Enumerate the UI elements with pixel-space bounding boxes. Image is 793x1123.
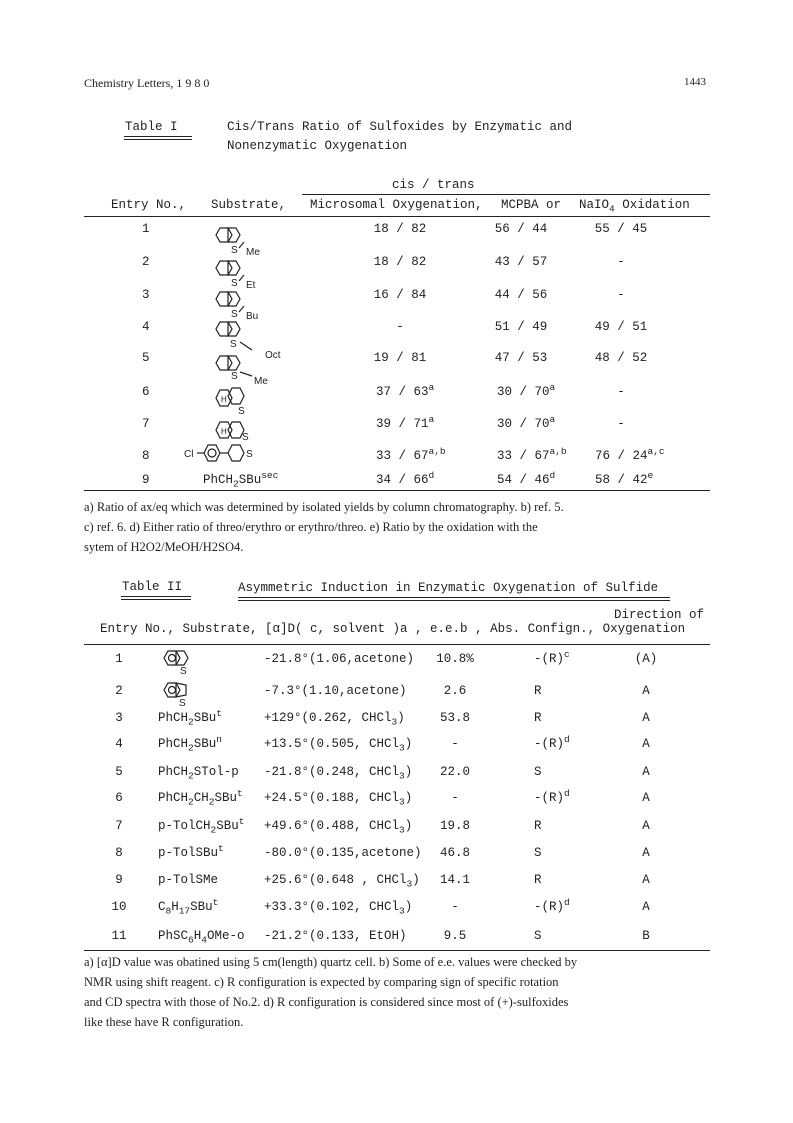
t2-substrate: p-TolSBu$^t$ xyxy=(158,842,224,860)
t2-rotation: +129°(0.262, CHCl$_3$) xyxy=(264,711,405,728)
t2-entry: 8 xyxy=(115,846,123,860)
svg-text:S: S xyxy=(180,666,187,677)
t2-substrate: $PhCH_2CH_2SBu^t$ xyxy=(158,787,243,808)
t2-rotation: -21.8°(0.248, CHCl$_3$) xyxy=(264,765,413,782)
chlorophenyl-thiane-structure xyxy=(184,441,274,465)
t1-micro: 37 / 63$^a$ xyxy=(376,381,435,399)
t2-direction: A xyxy=(642,846,650,860)
svg-text:Et: Et xyxy=(246,280,256,291)
table1-title-line2: Nonenzymatic Oxygenation xyxy=(227,139,408,153)
t2-rotation: -21.2°(0.133, EtOH) xyxy=(264,929,407,943)
t2-entry: 3 xyxy=(115,711,123,725)
thiochroman-me2-structure xyxy=(212,354,282,386)
t2-entry: 7 xyxy=(115,819,123,833)
svg-text:Bu: Bu xyxy=(246,311,259,322)
svg-text:S: S xyxy=(246,449,253,460)
t2-entry: 4 xyxy=(115,737,123,751)
t2-rotation: +25.6°(0.648 , CHCl$_3$) xyxy=(264,873,420,890)
svg-text:S: S xyxy=(238,406,245,417)
t2-rotation: +49.6°(0.488, CHCl$_3$) xyxy=(264,819,413,836)
t2-rotation: +24.5°(0.188, CHCl$_3$) xyxy=(264,791,413,808)
t1-naio: 76 / 24$^{a,c}$ xyxy=(595,445,665,463)
t1-mcpba: 30 / 70$^a$ xyxy=(497,381,556,399)
t1-naio: 55 / 45 xyxy=(594,222,648,236)
t2-substrate: PhCH$_2$SBu$^t$ xyxy=(158,707,222,728)
t2-rotation: +13.5°(0.505, CHCl$_3$) xyxy=(264,737,413,754)
t1-naio: 48 / 52 xyxy=(594,351,648,365)
t2-direction: A xyxy=(642,873,650,887)
table1-span-rule xyxy=(302,194,710,195)
t2-rotation: -80.0°(0.135,acetone) xyxy=(264,846,422,860)
svg-text:Oct: Oct xyxy=(265,350,281,361)
t1-mcpba: 43 / 57 xyxy=(494,255,548,269)
svg-text:Me: Me xyxy=(246,247,260,258)
t1-mcpba: 54 / 46$^d$ xyxy=(497,469,556,487)
table1-footnote-1: a) Ratio of ax/eq which was determined by isolated yields by column chromatography. b) ref. 5. xyxy=(84,500,564,514)
svg-text:Cl: Cl xyxy=(184,449,194,460)
t2-ee: 19.8 xyxy=(439,819,470,833)
t2-ee: 10.8% xyxy=(436,652,474,666)
t2-ee: - xyxy=(451,791,459,805)
t1-entry: 8 xyxy=(142,449,150,463)
t1-naio: 49 / 51 xyxy=(594,320,648,334)
t2-ee: 14.1 xyxy=(439,873,470,887)
t2-abs-config: $-(R)^d$ xyxy=(534,787,570,805)
t1-mcpba: 47 / 53 xyxy=(494,351,548,365)
table1-col-entry: Entry No., xyxy=(111,198,187,212)
page-number: 1443 xyxy=(684,76,706,88)
t2-direction: A xyxy=(642,711,650,725)
table2-header-rule xyxy=(84,644,710,645)
thiochroman-me-structure xyxy=(212,226,272,256)
t2-direction: (A) xyxy=(634,652,658,666)
t2-abs-config: R xyxy=(534,819,542,833)
t2-direction: A xyxy=(642,737,650,751)
thiochroman-bu-structure xyxy=(212,290,272,320)
t2-entry: 5 xyxy=(115,765,123,779)
t1-naio: 58 / 42e xyxy=(595,469,654,487)
table1-title-line1: Cis/Trans Ratio of Sulfoxides by Enzymatic and xyxy=(227,120,573,134)
t1-micro: 16 / 84 xyxy=(373,288,427,302)
t2-direction: B xyxy=(642,929,650,943)
svg-text:H: H xyxy=(221,395,227,404)
svg-text:Me: Me xyxy=(254,376,268,387)
t1-micro: 39 / 71$^a$ xyxy=(376,413,435,431)
t1-substrate-row9: PhCH$_2$SBu$^{sec}$ xyxy=(203,469,279,490)
t1-mcpba: 33 / 67$^{a,b}$ xyxy=(497,445,567,463)
t1-entry: 3 xyxy=(142,288,150,302)
journal-name: Chemistry Letters, 1 9 8 0 xyxy=(84,76,210,90)
svg-text:S: S xyxy=(231,309,238,320)
t1-entry: 6 xyxy=(142,385,150,399)
t2-substrate: PhCH$_2$SBu$^n$ xyxy=(158,733,222,754)
thiochroman-et-structure xyxy=(212,259,272,289)
t2-rotation: -21.8°(1.06,acetone) xyxy=(264,652,415,666)
t2-direction: A xyxy=(642,765,650,779)
t1-micro: 18 / 82 xyxy=(373,255,427,269)
t2-ee: 53.8 xyxy=(439,711,470,725)
t2-substrate: p-TolCH$_2$SBu$^t$ xyxy=(158,815,245,836)
table1-header-rule xyxy=(84,216,710,217)
t2-substrate: PhCH$_2$STol-p xyxy=(158,765,239,782)
t2-entry: 2 xyxy=(115,684,123,698)
t2-substrate: $PhSC_6H_4OMe-o$ xyxy=(158,929,245,946)
t2-abs-config: S xyxy=(534,846,542,860)
table1-footnote-3: sytem of H2O2/MeOH/H2SO4. xyxy=(84,540,244,554)
t1-mcpba: 56 / 44 xyxy=(494,222,548,236)
table2-footnote-4: like these have R configuration. xyxy=(84,1015,244,1029)
thiochroman-ring-structure xyxy=(160,649,210,675)
table2-header-line: Entry No., Substrate, [α]D( c, solvent )a , e.e.b , Abs. Confign., Oxygenation xyxy=(100,622,686,636)
table2-footnote-3: and CD spectra with those of No.2. d) R configuration is considered since most of (+)-sulfoxides xyxy=(84,995,569,1009)
svg-text:S: S xyxy=(231,278,238,289)
table2-label: Table II xyxy=(122,580,183,594)
t2-ee: 22.0 xyxy=(439,765,470,779)
t2-direction: A xyxy=(642,819,650,833)
t1-naio: - xyxy=(617,288,625,302)
t1-entry: 4 xyxy=(142,320,150,334)
decalin-thia-structure-1 xyxy=(214,386,264,418)
table2-title: Asymmetric Induction in Enzymatic Oxygenation of Sulfide xyxy=(238,581,659,595)
t1-micro: 34 / 66$^d$ xyxy=(376,469,435,487)
t2-abs-config: $-(R)^d$ xyxy=(534,896,570,914)
t1-micro: 18 / 82 xyxy=(373,222,427,236)
t1-mcpba: 44 / 56 xyxy=(494,288,548,302)
t1-micro: - xyxy=(396,320,404,334)
t1-naio: - xyxy=(617,255,625,269)
t1-entry: 1 xyxy=(142,222,150,236)
table1-span-header: cis / trans xyxy=(392,178,475,192)
svg-text:S: S xyxy=(242,432,249,443)
t1-entry: 5 xyxy=(142,351,150,365)
t2-abs-config: S xyxy=(534,929,542,943)
t2-direction: A xyxy=(642,684,650,698)
t2-ee: 9.5 xyxy=(443,929,467,943)
t2-entry: 11 xyxy=(111,929,127,943)
table2-bottom-rule xyxy=(84,950,710,951)
t2-abs-config: $-(R)^c$ xyxy=(534,648,570,666)
t1-mcpba: 30 / 70$^a$ xyxy=(497,413,556,431)
table2-title-underline xyxy=(238,597,670,601)
t2-entry: 1 xyxy=(115,652,123,666)
t2-abs-config: R xyxy=(534,873,542,887)
t2-direction: A xyxy=(642,791,650,805)
svg-text:S: S xyxy=(231,371,238,382)
dihydrobenzothiophene-structure xyxy=(160,681,210,707)
table2-col-direction: Direction of xyxy=(614,608,705,622)
t1-micro: 19 / 81 xyxy=(373,351,427,365)
table2-footnote-1: a) [α]D value was obatined using 5 cm(length) quartz cell. b) Some of e.e. values were checked by xyxy=(84,955,578,969)
t2-ee: 46.8 xyxy=(439,846,470,860)
t2-rotation: +33.3°(0.102, CHCl$_3$) xyxy=(264,900,413,917)
t1-entry: 7 xyxy=(142,417,150,431)
t1-entry: 2 xyxy=(142,255,150,269)
t2-entry: 6 xyxy=(115,791,123,805)
t1-entry: 9 xyxy=(142,473,150,487)
svg-text:S: S xyxy=(231,245,238,256)
table2-label-underline xyxy=(121,596,191,600)
t1-mcpba: 51 / 49 xyxy=(494,320,548,334)
table1-label-underline xyxy=(124,136,192,140)
table1-col-mcpba: MCPBA or xyxy=(501,198,562,212)
table1-col-microsomal: Microsomal Oxygenation, xyxy=(310,198,483,212)
t1-micro: 33 / 67$^{a,b}$ xyxy=(376,445,446,463)
t2-substrate: $C_8H_{17}SBu^t$ xyxy=(158,896,219,917)
t2-abs-config: S xyxy=(534,765,542,779)
table1-col-substrate: Substrate, xyxy=(211,198,287,212)
t2-abs-config: R xyxy=(534,711,542,725)
table1-footnote-2: c) ref. 6. d) Either ratio of threo/erythro or erythro/threo. e) Ratio by the oxidation with the xyxy=(84,520,538,534)
t2-ee: - xyxy=(451,737,459,751)
table1-label: Table I xyxy=(125,120,178,134)
t2-ee: 2.6 xyxy=(443,684,467,698)
t2-abs-config: $-(R)^d$ xyxy=(534,733,570,751)
t2-entry: 9 xyxy=(115,873,123,887)
t2-abs-config: R xyxy=(534,684,542,698)
svg-text:S: S xyxy=(230,339,237,350)
t2-ee: - xyxy=(451,900,459,914)
svg-text:H: H xyxy=(221,427,227,436)
table1-col-naio4: NaIO$_4$ Oxidation xyxy=(579,198,690,215)
t1-naio: - xyxy=(617,385,625,399)
table2-footnote-2: NMR using shift reagent. c) R configuration is expected by comparing sign of specific rotation xyxy=(84,975,559,989)
svg-text:S: S xyxy=(179,698,186,709)
table1-bottom-rule xyxy=(84,490,710,491)
t2-substrate: p-TolSMe xyxy=(158,873,219,887)
t2-direction: A xyxy=(642,900,650,914)
t2-entry: 10 xyxy=(111,900,127,914)
t1-naio: - xyxy=(617,417,625,431)
t2-rotation: -7.3°(1.10,acetone) xyxy=(264,684,407,698)
